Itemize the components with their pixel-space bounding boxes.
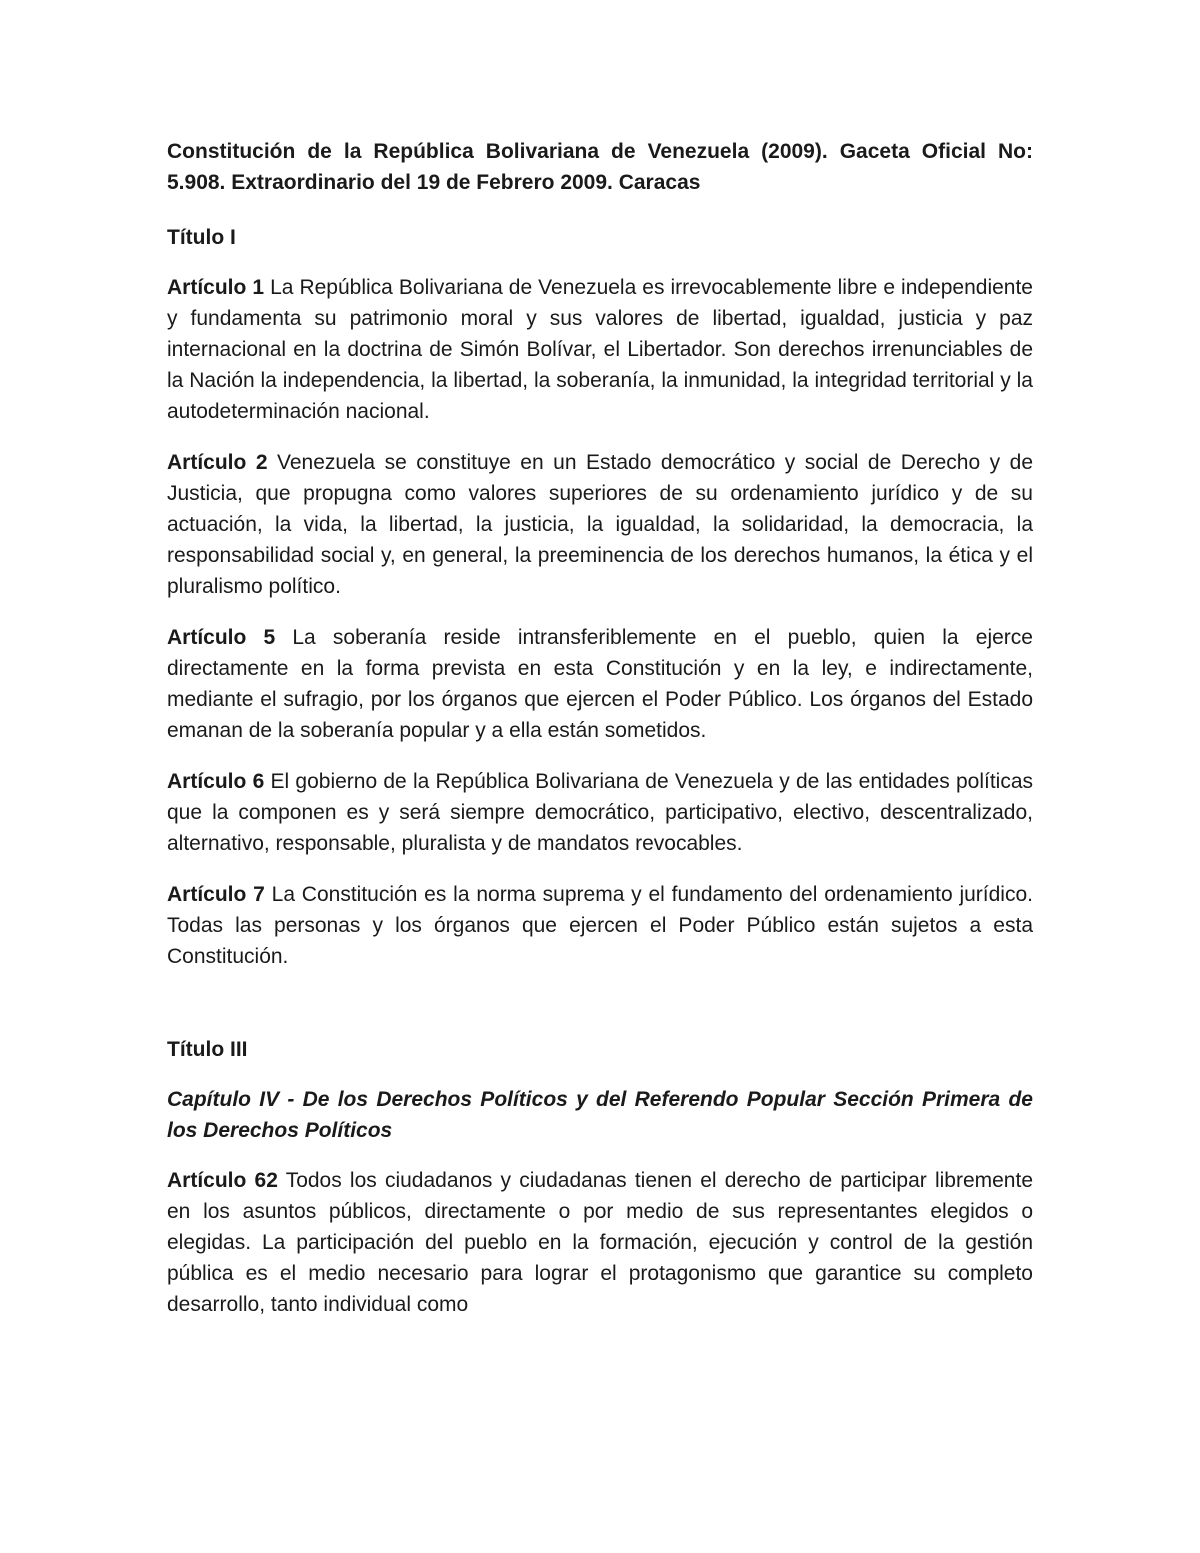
article-6 bbox=[167, 766, 1033, 859]
heading-titulo-i: Título I bbox=[167, 226, 236, 249]
heading-capitulo-iv: Capítulo IV - De los Derechos Políticos y del Referendo Popular Sección Primera de los Derechos Políticos bbox=[167, 1088, 1033, 1142]
article-label: Artículo 5 bbox=[167, 626, 276, 649]
heading-titulo-iii: Título III bbox=[167, 1038, 248, 1061]
article-7 bbox=[167, 879, 1033, 972]
article-5 bbox=[167, 622, 1033, 746]
article-62 bbox=[167, 1165, 1033, 1320]
article-text: La soberanía reside intransferiblemente en el pueblo, quien la ejerce directamente en la forma prevista en esta Constitución y en la ley, e indirectamente, mediante el sufragio, por los órganos que ejercen el Poder Público. Los órganos del Estado emanan de la soberanía popular y a ella están sometidos. bbox=[167, 626, 1033, 742]
article-label: Artículo 2 bbox=[167, 451, 268, 474]
article-2 bbox=[167, 447, 1033, 602]
article-label: Artículo 62 bbox=[167, 1169, 278, 1192]
article-1 bbox=[167, 272, 1033, 427]
article-text: La República Bolivariana de Venezuela es irrevocablemente libre e independiente y fundamenta su patrimonio moral y sus valores de libertad, igualdad, justicia y paz internacional en la doctrina de Simón Bolívar, el Libertador. Son derechos irrenunciables de la Nación la independencia, la libertad, la soberanía, la inmunidad, la integridad territorial y la autodeterminación nacional. bbox=[167, 276, 1033, 423]
article-text: Todos los ciudadanos y ciudadanas tienen el derecho de participar libremente en los asuntos públicos, directamente o por medio de sus representantes elegidos o elegidas. La participación del pueblo en la formación, ejecución y control de la gestión pública es el medio necesario para lograr el protagonismo que garantice su completo desarrollo, tanto individual como bbox=[167, 1169, 1033, 1316]
article-label: Artículo 7 bbox=[167, 883, 265, 906]
article-text: Venezuela se constituye en un Estado democrático y social de Derecho y de Justicia, que propugna como valores superiores de su ordenamiento jurídico y de su actuación, la vida, la libertad, la justicia, la igualdad, la solidaridad, la democracia, la responsabilidad social y, en general, la preeminencia de los derechos humanos, la ética y el pluralismo político. bbox=[167, 451, 1033, 598]
document-citation: Constitución de la República Bolivariana de Venezuela (2009). Gaceta Oficial No: 5.908. Extraordinario del 19 de Febrero 2009. Caracas bbox=[167, 140, 1033, 194]
document-page bbox=[167, 136, 1033, 1340]
article-label: Artículo 1 bbox=[167, 276, 265, 299]
article-text: La Constitución es la norma suprema y el fundamento del ordenamiento jurídico. Todas las personas y los órganos que ejercen el Poder Público están sujetos a esta Constitución. bbox=[167, 883, 1033, 968]
article-text: El gobierno de la República Bolivariana de Venezuela y de las entidades políticas que la componen es y será siempre democrático, participativo, electivo, descentralizado, alternativo, responsable, pluralista y de mandatos revocables. bbox=[167, 770, 1033, 855]
article-label: Artículo 6 bbox=[167, 770, 265, 793]
